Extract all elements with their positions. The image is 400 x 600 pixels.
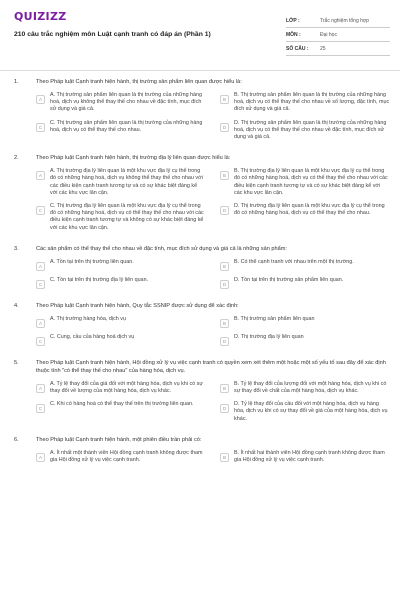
question-number: 6. (14, 436, 19, 443)
option-text: C. Tồn tại trên thị trường địa lý liên quan. (50, 276, 149, 283)
answer-options (36, 381, 390, 423)
option-letter-box: C (36, 280, 45, 289)
meta-label: SỐ CÂU : (286, 45, 309, 52)
option-letter-box: A (36, 453, 45, 462)
answer-option-c[interactable] (36, 203, 206, 232)
option-text: D. Thị trường địa lý liên quan là một khu vực địa lý cụ thể trong đó có những hàng hoá, dịch vụ có thể thay thế cho nhau. (234, 203, 385, 217)
answer-option-c[interactable] (36, 120, 206, 142)
answer-option-b[interactable] (220, 381, 390, 395)
meta-label: MÔN : (286, 31, 301, 38)
meta-panel (286, 14, 390, 56)
option-letter-box: B (220, 453, 229, 462)
answer-options (36, 168, 390, 232)
question-text: Theo Pháp luật Cạnh tranh hiện hành, Hội đồng xử lý vụ việc cạnh tranh có quyền xem xét thêm một hoặc một số yếu tố sau đây để xác định thuộc tính "có thể thay thế cho nhau" của hàng hóa, dịch vụ. (36, 359, 386, 374)
question-2 (0, 154, 400, 232)
answer-option-d[interactable] (220, 401, 390, 423)
option-letter-box: B (220, 319, 229, 328)
question-text: Theo Pháp luật Cạnh tranh hiện hành, một phiên điều trần phải có: (36, 436, 202, 443)
answer-option-a[interactable] (36, 381, 206, 395)
option-letter-box: D (220, 280, 229, 289)
question-5 (0, 359, 400, 423)
option-text: B. Thị trường sản phẩm liên quan là thị trường của những hàng hoá, dịch vụ có thể thay thế cho nhau về số lượng, đặc tính, mục đích sử dụng và giá cả. (234, 92, 390, 113)
meta-row-count (286, 42, 390, 56)
answer-option-c[interactable] (36, 401, 206, 423)
question-4 (0, 302, 400, 346)
answer-option-d[interactable] (220, 277, 390, 289)
meta-label: LỚP : (286, 17, 300, 24)
option-letter-box: B (220, 95, 229, 104)
answer-option-d[interactable] (220, 120, 390, 142)
option-text: A. Tỷ lệ thay đổi của giá đối với một hàng hóa, dịch vụ khi có sự thay đổi về lượng của một hàng hóa, dịch vụ khác. (50, 380, 203, 395)
option-text: B. Ít nhất hai thành viên Hội đồng cạnh tranh không được tham gia Hội đồng xử lý vụ việc cạnh tranh. (234, 449, 385, 464)
question-list (0, 78, 400, 477)
meta-row-subject (286, 28, 390, 42)
question-text: Theo Pháp luật Cạnh tranh hiện hành, thị trường sản phẩm liên quan được hiểu là: (36, 79, 242, 85)
answer-option-a[interactable] (36, 168, 206, 197)
option-letter-box: D (220, 206, 229, 215)
option-letter-box: C (36, 123, 45, 132)
header-divider (0, 70, 400, 71)
option-text: D. Thị trường địa lý liên quan (234, 333, 304, 340)
option-text: A. Ít nhất một thành viên Hội đồng cạnh tranh không được tham gia Hội đồng xử lý vụ việc cạnh tranh. (50, 449, 203, 464)
option-text: A. Thị trường hàng hóa, dịch vụ (50, 315, 126, 322)
option-text: C. Thị trường địa lý liên quan là một khu vực địa lý cụ thể trong đó có những hàng hoá, dịch vụ có thể thay thế cho nhau với các điều kiện cạnh tranh tương tự và không có sự khác biệt đáng kể với các khu vực lân cận. (50, 203, 204, 231)
meta-value: Trắc nghiệm tổng hợp (320, 17, 369, 24)
answer-option-b[interactable] (220, 259, 390, 271)
option-text: B. Có thể cạnh tranh với nhau trên một thị trường. (234, 258, 354, 265)
option-letter-box: A (36, 319, 45, 328)
option-text: B. Thị trường địa lý liên quan là một khu vực địa lý cụ thể trong đó có những hàng hoá, dịch vụ có thể thay thế cho nhau với các điều kiện cạnh tranh tương tự và có sự khác biệt đáng kể với các khu vực lân cận. (234, 168, 388, 196)
answer-option-b[interactable] (220, 92, 390, 114)
option-text: A. Thị trường địa lý liên quan là một khu vực địa lý cụ thể trong đó có những hàng hoá, dịch vụ không thể thay thế cho nhau với các điều kiện cạnh tranh tương tự và có sự khác biệt đáng kể với các khu vực lân cận. (50, 168, 203, 196)
option-letter-box: B (220, 171, 229, 180)
meta-value: 25 (320, 45, 326, 52)
answer-option-b[interactable] (220, 450, 390, 464)
answer-option-c[interactable] (36, 334, 206, 346)
meta-value: Đại học (320, 31, 337, 38)
option-text: B. Tỷ lệ thay đổi của lượng đối với một hàng hóa, dịch vụ khi có sự thay đổi về chất của một hàng hóa, dịch vụ khác. (234, 380, 387, 395)
option-letter-box: C (36, 337, 45, 346)
answer-option-d[interactable] (220, 203, 390, 232)
option-text: D. Tỷ lệ thay đổi của cầu đối với một hàng hóa, dịch vụ hàng hóa, dịch vụ khi có sự thay đổi về giá của một hàng hóa, dịch vụ khác. (234, 401, 388, 422)
option-text: A. Thị trường sản phẩm liên quan là thị trường của những hàng hoá, dịch vụ không thể thay thế cho nhau về đặc tính, mục đích sử dụng và giá cả. (50, 92, 203, 113)
answer-option-b[interactable] (220, 168, 390, 197)
answer-options (36, 450, 390, 464)
option-text: C. Khi có hàng hoá có thể thay thế trên thị trường liên quan. (50, 401, 194, 408)
question-number: 1. (14, 79, 19, 85)
question-number: 5. (14, 359, 19, 366)
answer-option-a[interactable] (36, 450, 206, 464)
answer-option-a[interactable] (36, 259, 206, 271)
answer-option-b[interactable] (220, 316, 390, 328)
answer-options (36, 316, 390, 346)
option-letter-box: B (220, 262, 229, 271)
answer-option-d[interactable] (220, 334, 390, 346)
option-letter-box: A (36, 171, 45, 180)
quizizz-logo: QUIZIZZ (14, 10, 67, 23)
option-letter-box: C (36, 404, 45, 413)
question-text: Theo Pháp luật Cạnh tranh hiện hành, Quy tắc SSNIP được sử dụng để xác định: (36, 302, 239, 309)
option-letter-box: A (36, 384, 45, 393)
option-text: D. Tồn tại trên thị trường sản phẩm liên quan. (234, 276, 344, 283)
option-text: C. Cung, cầu của hàng hoá dịch vụ (50, 333, 135, 340)
option-letter-box: D (220, 123, 229, 132)
option-letter-box: C (36, 206, 45, 215)
answer-option-c[interactable] (36, 277, 206, 289)
question-number: 4. (14, 302, 19, 309)
option-letter-box: D (220, 337, 229, 346)
answer-options (36, 259, 390, 289)
question-text: Các sản phẩm có thể thay thế cho nhau về đặc tính, mục đích sử dụng và giá cả là những sản phẩm: (36, 245, 287, 252)
question-text: Theo Pháp luật Cạnh tranh hiện hành, thị trường địa lý liên quan được hiểu là: (36, 155, 231, 162)
question-6 (0, 436, 400, 464)
question-3 (0, 245, 400, 289)
page-title: 210 câu trắc nghiệm môn Luật cạnh tranh có đáp án (Phần 1) (14, 31, 211, 38)
question-1 (0, 78, 400, 141)
option-text: B. Thị trường sản phẩm liên quan (234, 315, 315, 322)
option-letter-box: B (220, 384, 229, 393)
option-letter-box: D (220, 404, 229, 413)
answer-option-a[interactable] (36, 92, 206, 114)
option-text: C. Thị trường sản phẩm liên quan là thị trường của những hàng hoá, dịch vụ có thể thay thế cho nhau. (50, 119, 203, 133)
question-number: 2. (14, 155, 19, 162)
option-text: A. Tồn tại trên thị trường liên quan. (50, 258, 134, 265)
answer-options (36, 92, 390, 141)
option-letter-box: A (36, 262, 45, 271)
answer-option-a[interactable] (36, 316, 206, 328)
document-header (0, 0, 400, 62)
option-text: D. Thị trường sản phẩm liên quan là thị trường của những hàng hoá, dịch vụ có thể thay thế cho nhau về đặc tính, mục đích sử dụng và giá cả. (234, 119, 387, 141)
option-letter-box: A (36, 95, 45, 104)
question-number: 3. (14, 245, 19, 252)
meta-row-class (286, 14, 390, 28)
